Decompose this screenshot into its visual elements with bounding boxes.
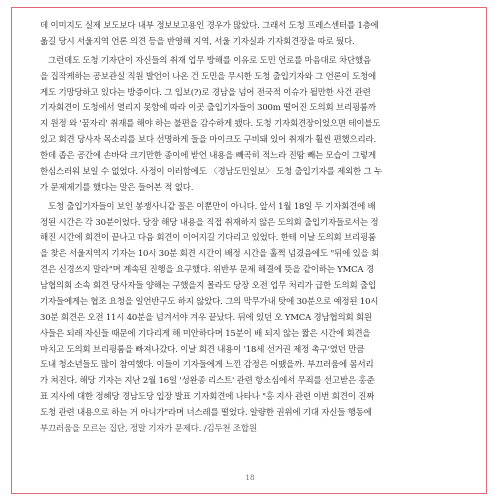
text-line: 한데 좁은 공간에 손바닥 크기만한 종이에 받언 내용을 빼곡히 적느라 진땀 빼는 모습이 그렇게 [40,150,376,160]
text-line: 데 이미지도 실제 보도보다 내부 정보보고용인 경우가 많았다. 그래서 도청 프레스센터를 1층에 [40,20,379,30]
text-line: 게도 기망당하고 있다는 방증이다. 그 입보(?)로 경남을 넘어 전국적 이슈가 될만한 사건 관련 [40,86,371,97]
page-number: 18 [245,474,255,482]
text-line: 지 원정 와 '꿈자리' 취재를 해야 하는 불편을 감수하게 됐다. 도청 기자회견장이었으면 테이블도 [40,118,381,129]
text-line: 30분 회견은 오전 11시 40분을 넘겨서야 겨우 끝났다. 뒤에 있던 오 YMCA 경남협의회 회원 [40,311,372,322]
text-line: 을 집작케하는 공보관실 직원 발언이 나온 건 도민을 무시한 도청 출입기자와 그 언론이 도청에 [40,70,376,81]
text-line: 기자회견이 도청에서 열리지 못함에 따라 이곳 출입기자들이 300m 떨어진 도의회 브리핑룸까 [40,102,376,113]
text-line: 가 문제제기를 했다는 말은 들어본 적 없다. [40,181,194,192]
text-line: 있고 회견 당사자 목소리를 보다 선명하게 들을 마이크도 구비돼 있어 취재가 훨씬 편했으리라. [40,134,376,145]
text-line: 옮길 당시 서울지역 언론 의견 등을 반영해 지역, 서울 기자실과 기자회견장을 따로 뒀다. [40,35,355,46]
text-line: 정된 시간은 각 30분이었다. 당장 해당 내용을 직접 취재하지 않은 도의회 출입기자들로서는 정 [40,216,379,227]
text-line: 기자들에게는 협조 요청을 일언반구도 하지 않았다. 그의 막무가내 탓에 30분으로 예정된 10시 [40,295,379,306]
text-line: 마치고 도의회 브리핑룸을 빠져나갔다. 이날 회견 내용이 '18세 선거권 제정 촉구'였던 만큼 [40,343,365,354]
text-line: 도내 청소년들도 많이 참여했다. 이들이 기자들에게 느낀 감정은 어땠을까. 부끄러움에 몸서리 [40,359,374,370]
text-line: 도청 관련 내용으로 하는 거 아니가"라며 너스레를 떨었다. 알량한 권위에 기대 자신들 행동에 [40,407,372,417]
text-line-with-byline: 부끄러움을 모르는 집단, 정말 기자가 문제다. /김두천 조합원 [40,422,257,433]
text-line: 남협의회 소속 회견 당사자들 양해는 구했을지 몰라도 당장 오전 업무 처리가 급한 도의회 출입 [40,280,376,290]
article-body [40,18,460,437]
text-line: 가 쳐진다. 해당 기자는 지난 2월 16일 '성완종 리스트' 관련 항소심에서 무죄를 선고받은 홍준 [40,375,375,386]
text-line: 사들은 되레 자신들 때문에 기다리게 해 미안하다며 15분이 배 되지 않는 짧은 시간에 회견을 [40,327,371,338]
text-line: 해진 시간에 회견이 끝나고 다음 회견이 이어지길 기다리고 있었다. 한테 이날 도의회 브리핑룸 [40,232,376,243]
text-line: 견은 신경쓰지 말라"며 계속된 진행을 요구했다. 위반부 문제 해결에 뜻을 같이하는 YMCA 경 [40,264,374,275]
text-line: 을 찾은 서울지역지 기자는 10시 30분 회견 시간이 배정 시간을 훌쩍 넘겼음에도 "뒤에 있을 회 [40,248,380,259]
text-line: 도청 출입기자들이 보인 봉쟁사니같 꼴은 이뿐만이 아니다. 앞서 1월 18일 두 기자회견에 배 [48,200,376,211]
text-line: 그런데도 도청 기자단이 자신들의 취재 업무 방해를 이유로 도민 언로를 마음대로 차단했음 [48,54,371,65]
text-line: 한심스러워 보일 수 없었다. 사정이 이러함에도 〈경남도민일보〉 도청 출입기자를 제외한 그 누 [40,165,383,176]
text-line: 표 지사에 대한 정혜당 경남도당 입장 발표 기자회견에 나타나 "홍 지사 관련 이번 회견이 진짜 [40,391,375,402]
